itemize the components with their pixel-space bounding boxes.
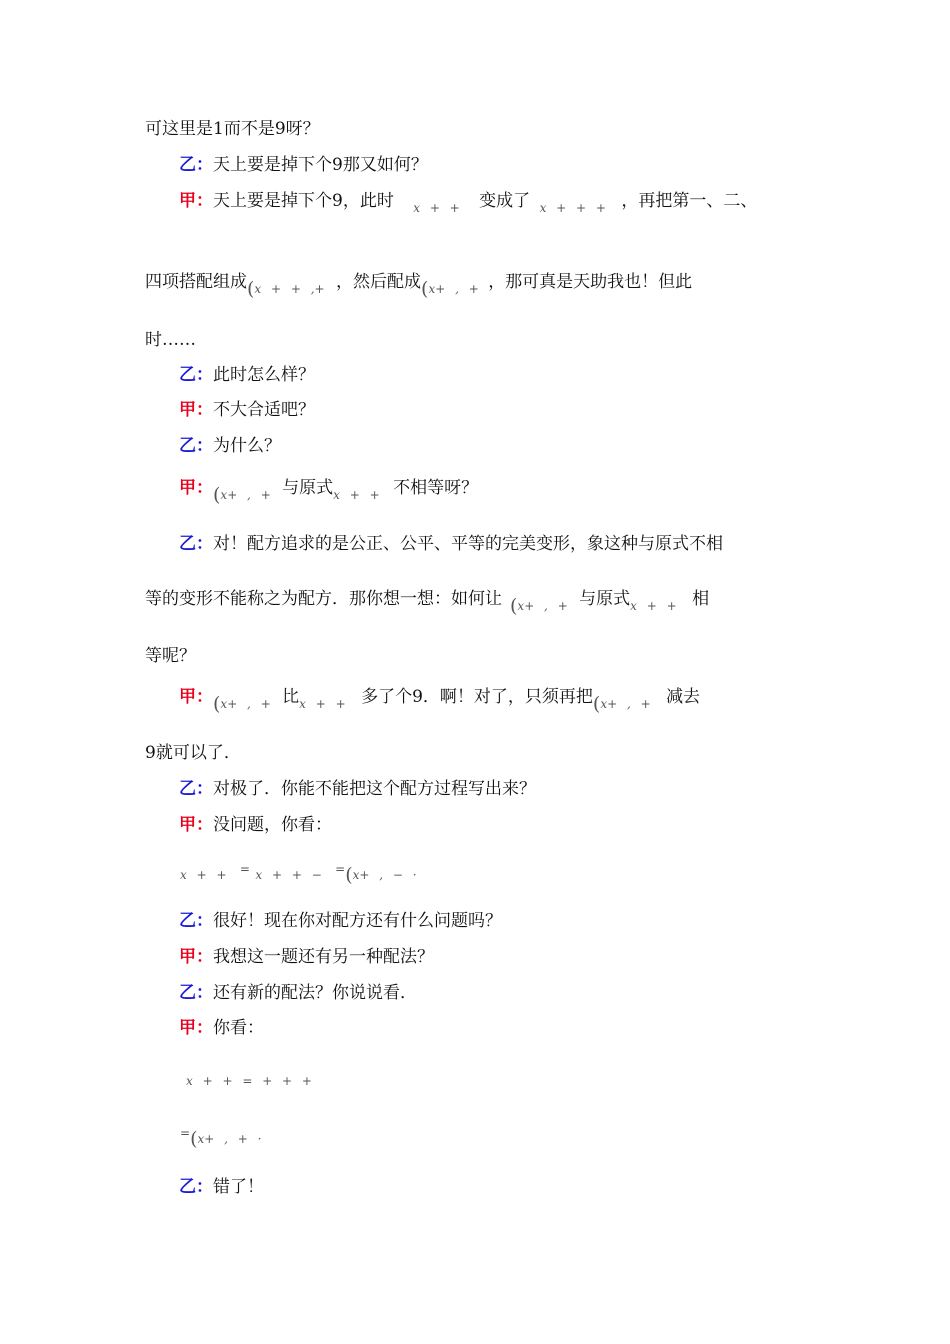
text: 减去	[666, 687, 701, 707]
dialogue-line-jia	[179, 476, 479, 506]
math-expression: x + +	[333, 488, 380, 502]
dialogue-line-yi	[179, 1176, 264, 1198]
dialogue-line-yi	[179, 435, 281, 457]
text: 还有新的配法？你说说看．	[213, 983, 417, 1003]
text: 时……	[145, 330, 196, 350]
speaker-yi-label: 乙：	[179, 155, 213, 175]
dialogue-line-yi	[179, 910, 502, 932]
math-expression: x + +	[180, 868, 227, 882]
dialogue-line-jia	[179, 399, 315, 421]
text: 天上要是掉下个9那又如何？	[213, 155, 428, 175]
text: 相	[692, 589, 710, 609]
math-expression: x + +	[413, 201, 460, 215]
text: ，那可真是天助我也！但此	[488, 272, 693, 292]
dialogue-line	[145, 118, 320, 140]
speaker-yi-label: 乙：	[179, 1177, 213, 1197]
speaker-yi-label: 乙：	[179, 911, 213, 931]
speaker-yi-label: 乙：	[179, 365, 213, 385]
dialogue-line-jia	[179, 1017, 264, 1039]
text: 没问题，你看：	[213, 815, 332, 835]
equation-line	[180, 1120, 262, 1150]
equals-sign: =	[239, 862, 250, 876]
math-expression: x + +	[299, 697, 346, 711]
math-expression: (x+ , +	[213, 693, 271, 715]
text: 你看：	[213, 1018, 264, 1038]
dialogue-line-jia	[179, 685, 701, 715]
equation-line	[186, 1063, 312, 1086]
text: 9就可以了．	[145, 743, 241, 763]
text: 与原式	[282, 478, 334, 498]
math-expression: (x+ , − ·	[345, 864, 417, 886]
text: 天上要是掉下个9，此时	[213, 191, 394, 211]
text: 错了！	[213, 1177, 264, 1197]
speaker-jia-label: 甲：	[179, 687, 213, 707]
text: 比	[282, 687, 300, 707]
dialogue-line-yi	[179, 982, 417, 1004]
dialogue-line-jia	[179, 814, 332, 836]
dialogue-line	[145, 329, 196, 351]
speaker-yi-label: 乙：	[179, 436, 213, 456]
text: 等呢？	[145, 646, 196, 666]
speaker-jia-label: 甲：	[179, 815, 213, 835]
text: 多了个9．啊！对了，只须再把	[361, 687, 593, 707]
math-expression: (x+ , +	[592, 693, 651, 715]
dialogue-line	[145, 645, 196, 667]
text: 等的变形不能称之为配方．那你想一想：如何让	[145, 589, 502, 609]
speaker-jia-label: 甲：	[179, 191, 213, 211]
dialogue-line-yi	[179, 154, 428, 176]
text: 变成了	[479, 191, 531, 211]
math-expression: (x+ , + ·	[190, 1128, 262, 1150]
math-expression: x + + = + + +	[186, 1074, 312, 1088]
math-expression: x + + −	[255, 868, 322, 882]
text: 为什么？	[213, 436, 281, 456]
text: 此时怎么样？	[213, 365, 315, 385]
dialogue-line-yi	[179, 778, 536, 800]
text: 我想这一题还有另一种配法？	[213, 947, 434, 967]
speaker-jia-label: 甲：	[179, 1018, 213, 1038]
math-expression: (x+ , +	[421, 278, 479, 300]
text: ，再把第一、二、	[621, 191, 758, 211]
math-expression: x + +	[630, 599, 677, 613]
text: 不大合适吧？	[213, 400, 315, 420]
text: 很好！现在你对配方还有什么问题吗？	[213, 911, 502, 931]
text: 四项搭配组成	[145, 272, 247, 292]
text: 可这里是1而不是9呀？	[145, 119, 320, 139]
math-expression: (x + + ,+	[247, 278, 325, 300]
dialogue-line-yi	[179, 364, 315, 386]
speaker-jia-label: 甲：	[179, 478, 213, 498]
speaker-yi-label: 乙：	[179, 983, 213, 1003]
math-expression: (x+ , +	[213, 484, 271, 506]
dialogue-line-jia	[179, 190, 757, 213]
math-expression: (x+ , +	[510, 595, 568, 617]
equals-sign: =	[335, 862, 346, 876]
text: 对极了．你能不能把这个配方过程写出来？	[213, 779, 536, 799]
equals-sign: =	[180, 1126, 191, 1140]
text: 对！配方追求的是公正、公平、平等的完美变形，象这种与原式不相	[213, 534, 723, 554]
dialogue-line	[145, 270, 693, 300]
speaker-jia-label: 甲：	[179, 947, 213, 967]
equation-line	[180, 856, 417, 886]
speaker-yi-label: 乙：	[179, 779, 213, 799]
text: 与原式	[579, 589, 631, 609]
dialogue-line-jia	[179, 946, 434, 968]
speaker-yi-label: 乙：	[179, 534, 213, 554]
text: ，然后配成	[336, 272, 422, 292]
math-expression: x + + +	[539, 201, 606, 215]
dialogue-line-yi	[179, 533, 723, 555]
text: 不相等呀？	[393, 478, 479, 498]
dialogue-line	[145, 587, 710, 617]
dialogue-line	[145, 742, 241, 764]
speaker-jia-label: 甲：	[179, 400, 213, 420]
